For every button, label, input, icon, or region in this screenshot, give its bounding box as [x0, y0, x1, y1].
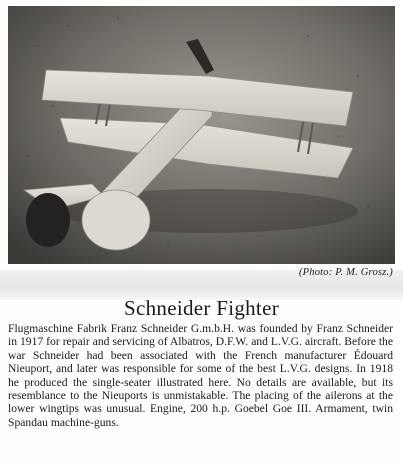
photo-credit: (Photo: P. M. Grosz.) — [298, 267, 393, 278]
page-title: Schneider Fighter — [124, 296, 279, 320]
body-text: Flugmaschine Fabrik Franz Schneider G.m.b.H. was founded by Franz Schneider in 1917 for repair and servicing of Albatros, D.F.W. and L.V.G. aircraft. Before the war Schneider had been associated with the French manufacturer Édouard Nieuport, and later was responsible for some of the best L.V.G. designs. In 1918 he produced the single-seater illustrated here. No details are available, but its resemblance to the Nieuports is unmistakable. The placing of the ailerons at the lower wingtips was unusual. Engine, 200 h.p. Goebel Goe III. Armament, twin Spandau machine-guns. — [8, 322, 393, 429]
aircraft-photo — [8, 6, 395, 264]
biplane-image — [8, 6, 395, 264]
